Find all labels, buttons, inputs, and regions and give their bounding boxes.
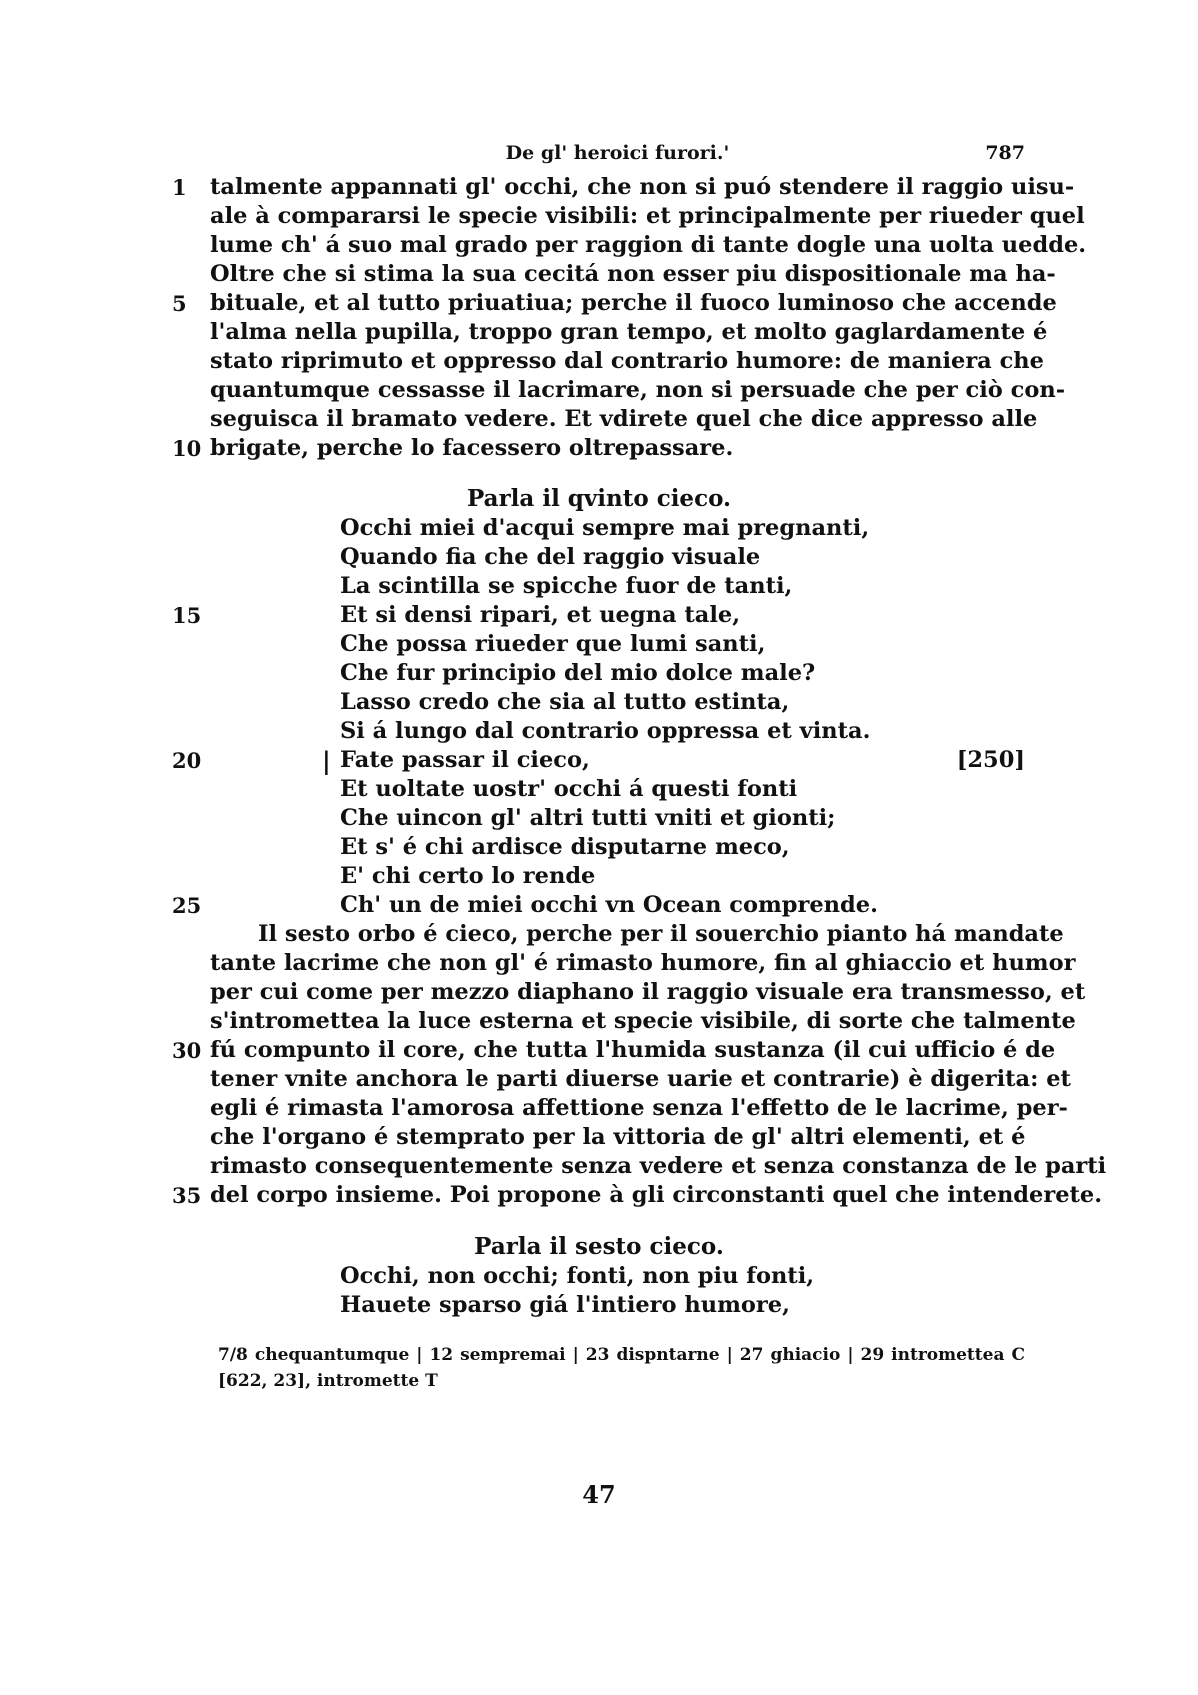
verse-line: Ch' un de miei occhi vn Ocean comprende.: [340, 892, 878, 918]
page-break-marker: |: [322, 746, 331, 775]
verse-line: Quando fia che del raggio visuale: [340, 544, 761, 570]
line-number: 30: [172, 1038, 202, 1063]
section-heading: Parla il qvinto cieco.: [466, 485, 732, 512]
folio-number: 47: [582, 1480, 616, 1509]
verse-line: Che fur principio del mio dolce male?: [340, 660, 816, 686]
page-number: 787: [985, 142, 1025, 164]
prose-line: fú compunto il core, che tutta l'humida sustanza (il cui ufficio é de: [210, 1037, 1056, 1063]
critical-apparatus-line: [622, 23], intromette T: [218, 1371, 438, 1391]
line-number: 35: [172, 1183, 202, 1208]
prose-line: ale à compararsi le specie visibili: et principalmente per riueder quel: [210, 203, 1085, 229]
verse-line: Et s' é chi ardisce disputarne meco,: [340, 834, 790, 860]
prose-line: brigate, perche lo facessero oltrepassare.: [210, 435, 734, 461]
running-title: De gl' heroici furori.': [505, 142, 730, 164]
prose-line: del corpo insieme. Poi propone à gli circonstanti quel che intenderete.: [210, 1182, 1103, 1208]
running-head: [210, 142, 1025, 172]
prose-line: Il sesto orbo é cieco, perche per il souerchio pianto há mandate: [258, 921, 1064, 947]
section-heading: Parla il sesto cieco.: [474, 1233, 724, 1260]
prose-line: egli é rimasta l'amorosa affettione senza l'effetto de le lacrime, per-: [210, 1095, 1068, 1121]
verse-line: Che uincon gl' altri tutti vniti et gionti;: [340, 805, 836, 831]
line-number: 10: [172, 436, 202, 461]
prose-line: quantumque cessasse il lacrimare, non si persuade che per ciò con-: [210, 377, 1066, 403]
verse-line: Hauete sparso giá l'intiero humore,: [340, 1292, 790, 1318]
line-number: 5: [172, 291, 187, 316]
verse-line: Lasso credo che sia al tutto estinta,: [340, 689, 790, 715]
verse-line: E' chi certo lo rende: [340, 863, 596, 889]
prose-line: lume ch' á suo mal grado per raggion di tante dogle una uolta uedde.: [210, 232, 1087, 258]
prose-line: rimasto consequentemente senza vedere et senza constanza de le parti: [210, 1153, 1107, 1179]
verse-line: Che possa riueder que lumi santi,: [340, 631, 766, 657]
prose-line: per cui come per mezzo diaphano il raggio visuale era transmesso, et: [210, 979, 1086, 1005]
verse-line: La scintilla se spicche fuor de tanti,: [340, 573, 793, 599]
prose-line: tener vnite anchora le parti diuerse uarie et contrarie) è digerita: et: [210, 1066, 1071, 1092]
verse-line: Si á lungo dal contrario oppressa et vinta.: [340, 718, 871, 744]
verse-line: Occhi miei d'acqui sempre mai pregnanti,: [340, 515, 870, 541]
verse-line: Et si densi ripari, et uegna tale,: [340, 602, 741, 628]
prose-line: che l'organo é stemprato per la vittoria de gl' altri elementi, et é: [210, 1124, 1026, 1150]
verse-line: Occhi, non occhi; fonti, non piu fonti,: [340, 1263, 815, 1289]
line-number: 25: [172, 893, 202, 918]
prose-line: l'alma nella pupilla, troppo gran tempo, et molto gaglardamente é: [210, 319, 1048, 345]
verse-line: Fate passar il cieco,: [340, 747, 590, 773]
prose-line: Oltre che si stima la sua cecitá non esser piu dispositionale ma ha-: [210, 261, 1056, 287]
prose-line: seguisca il bramato vedere. Et vdirete quel che dice appresso alle: [210, 406, 1038, 432]
prose-line: s'intromettea la luce esterna et specie visibile, di sorte che talmente: [210, 1008, 1076, 1034]
prose-line: stato riprimuto et oppresso dal contrario humore: de maniera che: [210, 348, 1044, 374]
prose-line: tante lacrime che non gl' é rimasto humore, fin al ghiaccio et humor: [210, 950, 1076, 976]
critical-apparatus-line: 7/8 chequantumque | 12 sempremai | 23 dispntarne | 27 ghiacio | 29 intromettea C: [218, 1345, 1025, 1365]
verse-line: Et uoltate uostr' occhi á questi fonti: [340, 776, 798, 802]
prose-line: bituale, et al tutto priuatiua; perche il fuoco luminoso che accende: [210, 290, 1057, 316]
original-page-reference: [250]: [956, 747, 1025, 773]
line-number: 20: [172, 748, 202, 773]
line-number: 15: [172, 603, 202, 628]
line-number: 1: [172, 175, 187, 200]
prose-line: talmente appannati gl' occhi, che non si puó stendere il raggio uisu-: [210, 174, 1075, 200]
